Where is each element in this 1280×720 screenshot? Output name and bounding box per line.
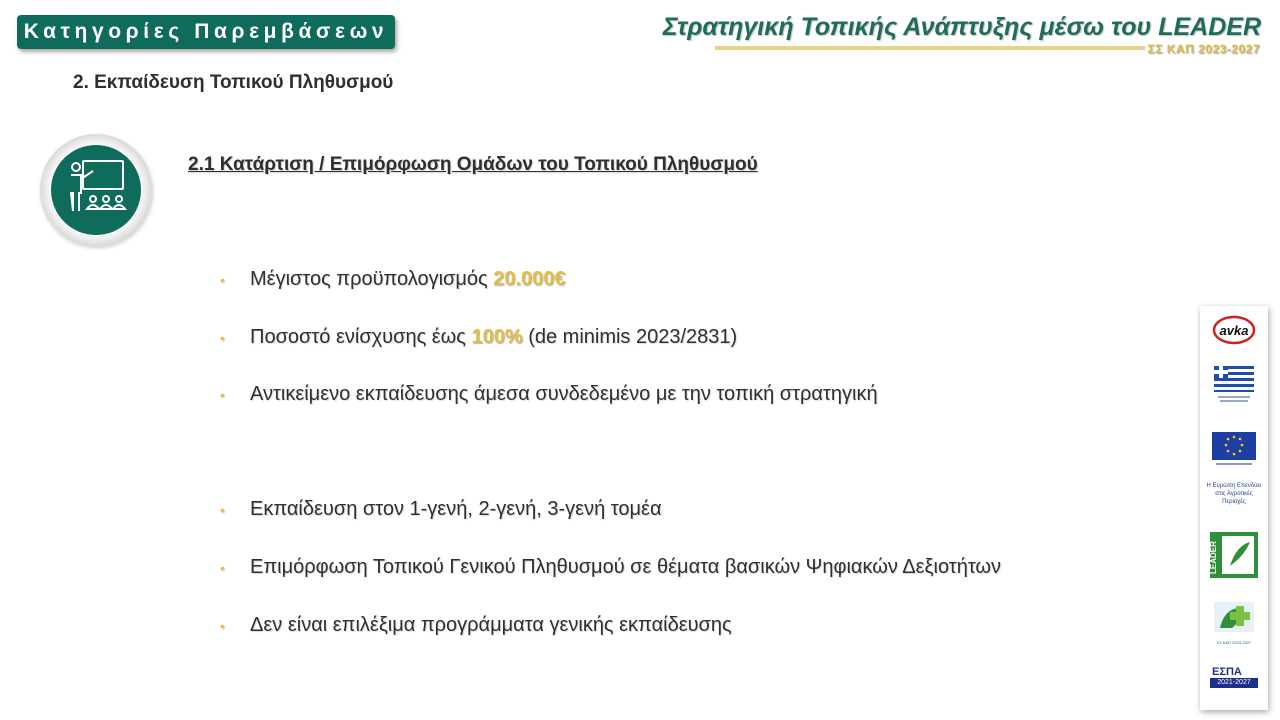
bullet-sectors	[220, 498, 662, 521]
bullet-dot: •	[220, 559, 225, 576]
bullet-digital-skills	[220, 556, 1001, 579]
header-subtitle: ΣΣ ΚΑΠ 2023-2027	[1147, 42, 1260, 56]
eu-flag-icon	[1212, 432, 1256, 468]
bullet-dot: •	[220, 617, 225, 634]
bullet-text: Αντικείμενο εκπαίδευσης άμεσα συνδεδεμένο με την τοπική στρατηγική	[250, 383, 878, 405]
bullet-dot: •	[220, 386, 225, 403]
svg-text:LEADER: LEADER	[1209, 541, 1218, 574]
greek-flag-icon	[1214, 366, 1254, 406]
leader-logo	[1210, 532, 1258, 578]
bullet-highlight: 20.000€	[493, 268, 566, 290]
bullet-dot: •	[220, 501, 225, 518]
anka-logo	[1212, 314, 1256, 346]
header-title: Στρατηγική Τοπικής Ανάπτυξης μέσω του LEADER	[662, 13, 1261, 41]
bullet-text: Επιμόρφωση Τοπικού Γενικού Πληθυσμού σε θέματα βασικών Ψηφιακών Δεξιοτήτων	[250, 556, 1002, 578]
cap-logo	[1212, 600, 1256, 640]
header-underline	[715, 46, 1145, 50]
espa-logo-text: ΕΣΠΑ	[1212, 666, 1242, 678]
bullet-highlight: 100%	[471, 326, 523, 348]
subheading: 2.1 Κατάρτιση / Επιμόρφωση Ομάδων του Τοπικού Πληθυσμού	[188, 154, 758, 175]
category-badge: Κατηγορίες Παρεμβάσεων	[17, 15, 395, 49]
eu-slogan: Η Ευρώπη Επενδύει στις Αγροτικές Περιοχές	[1206, 483, 1262, 505]
espa-years: 2021-2027	[1210, 678, 1258, 688]
bullet-suffix: (de minimis 2023/2831)	[522, 326, 738, 348]
bullet-text: Εκπαίδευση στον 1-γενή, 2-γενή, 3-γενή τομέα	[250, 498, 662, 520]
bullet-not-eligible	[220, 614, 732, 637]
svg-text:avka: avka	[1219, 323, 1249, 338]
bullet-text: Ποσοστό ενίσχυσης έως	[250, 326, 472, 348]
bullet-budget	[220, 268, 566, 291]
bullet-text: Μέγιστος προϋπολογισμός	[250, 268, 494, 290]
logo-panel	[1200, 306, 1268, 710]
bullet-dot: •	[220, 329, 225, 346]
teacher-classroom-icon	[40, 134, 152, 246]
bullet-text: Δεν είναι επιλέξιμα προγράμματα γενικής εκπαίδευσης	[250, 614, 732, 636]
bullet-support-rate	[220, 326, 737, 349]
cap-caption: ΣΣ ΚΑΠ 2023-2027	[1216, 640, 1252, 645]
section-title: 2. Εκπαίδευση Τοπικού Πληθυσμού	[73, 72, 394, 93]
bullet-training-subject	[220, 383, 878, 406]
bullet-dot: •	[220, 271, 225, 288]
